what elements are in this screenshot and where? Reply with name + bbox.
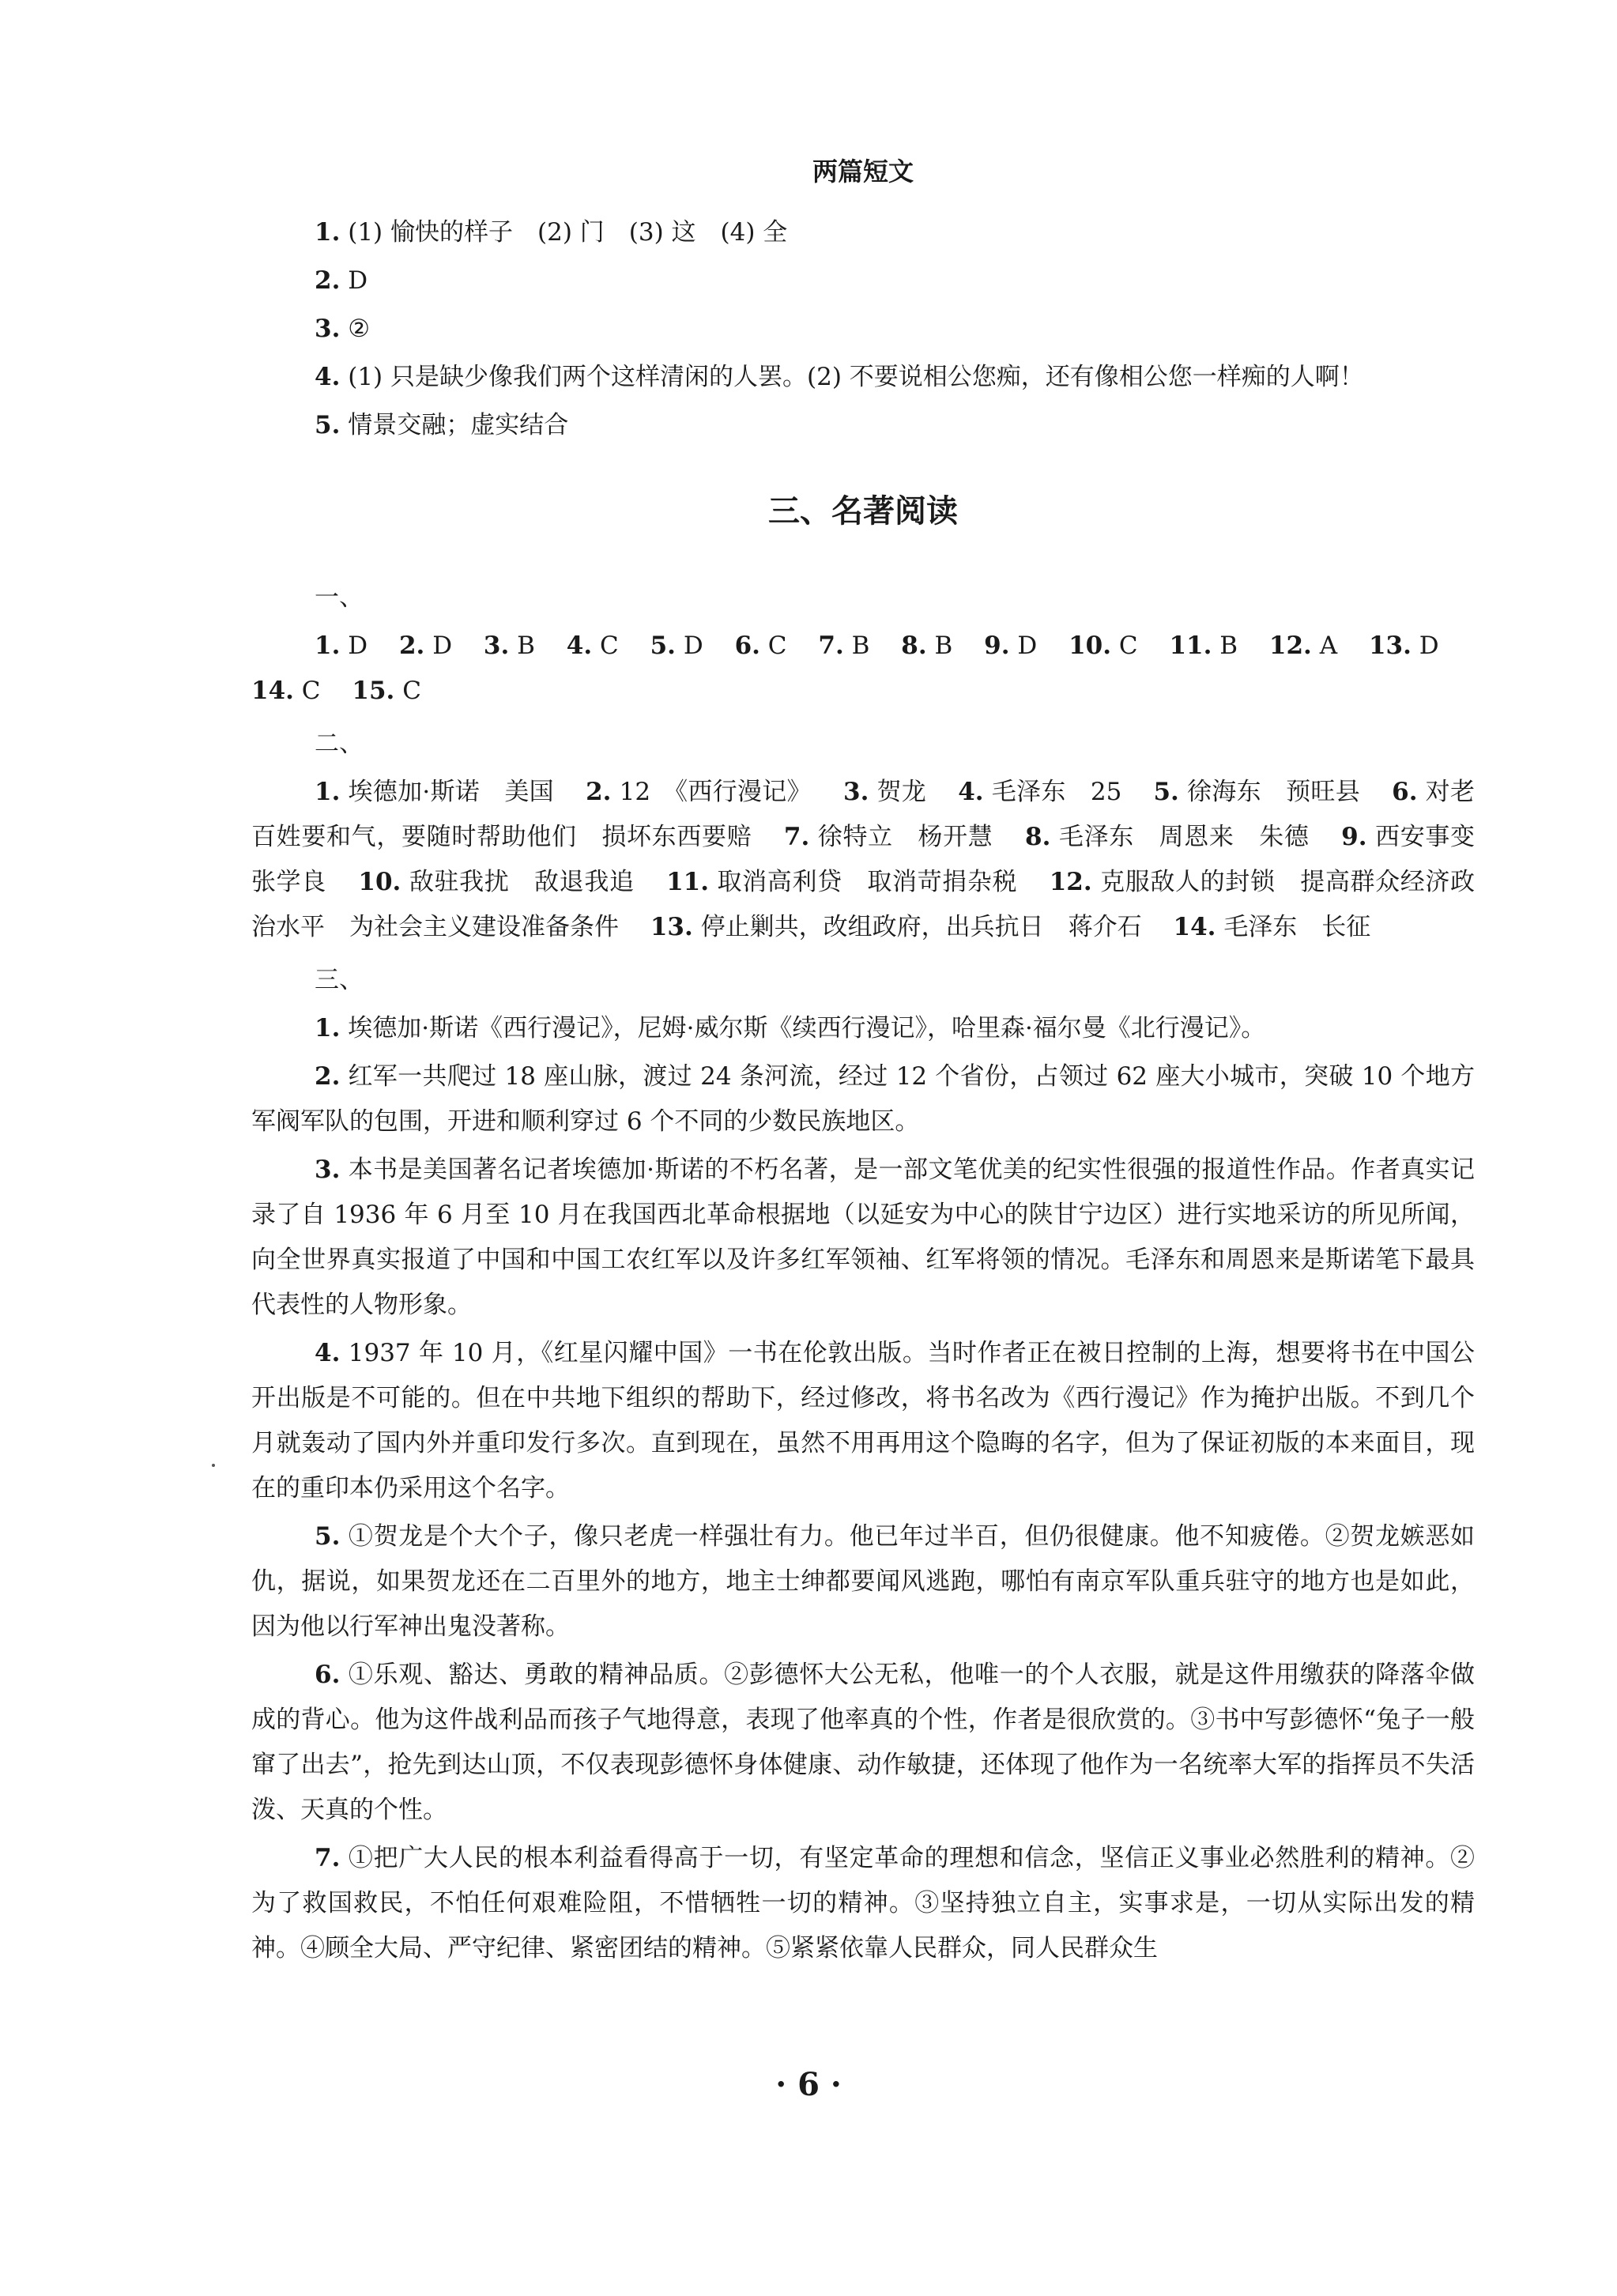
item-number: 3. xyxy=(483,631,510,660)
item-text: A xyxy=(1319,631,1338,660)
item-number: 5. xyxy=(650,631,676,660)
item-text: D xyxy=(348,631,368,660)
item-text: B xyxy=(517,631,535,660)
item-number: 15. xyxy=(352,677,395,705)
item-text: D xyxy=(1419,631,1439,660)
item-number: 1. xyxy=(315,631,341,660)
item-text: B xyxy=(934,631,953,660)
item-text: ①乐观、豁达、勇敢的精神品质。②彭德怀大公无私，他唯一的个人衣服，就是这件用缴获的降落伞做成的背心。他为这件战利品而孩子气地得意，表现了他率真的个性，作者是很欣赏的。③书中写彭德怀“兔子一般窜了出去”，抢先到达山顶，不仅表现彭德怀身体健康、动作敏捷，还体现了他作为一名统率大军的指挥员不失活泼、天真的个性。 xyxy=(251,1661,1475,1824)
item-number: 6. xyxy=(315,1661,341,1689)
item-text: ①贺龙是个大个子，像只老虎一样强壮有力。他已年过半百，但仍很健康。他不知疲倦。②贺龙嫉恶如仇，据说，如果贺龙还在二百里外的地方，地主士绅都要闻风逃跑，哪怕有南京军队重兵驻守的地方也是如此，因为他以行军神出鬼没著称。 xyxy=(251,1522,1475,1641)
item-text: 徐特立 杨开慧 xyxy=(817,823,993,851)
item-number: 3. xyxy=(315,1156,341,1184)
item-text: (1) 愉快的样子 (2) 门 (3) 这 (4) 全 xyxy=(348,218,788,247)
item-number: 11. xyxy=(666,868,710,896)
item-number: 8. xyxy=(901,631,927,660)
item-text: 对老百姓要和气，要随时帮助他们 损坏东西要赔 xyxy=(251,778,1475,851)
item-text: D xyxy=(432,631,453,660)
answer-item xyxy=(251,403,1475,448)
item-number: 14. xyxy=(251,677,294,705)
margin-dot xyxy=(212,1464,215,1467)
item-text: 1937 年 10 月，《红星闪耀中国》一书在伦敦出版。当时作者正在被日控制的上海，想要将书在中国公开出版是不可能的。但在中共地下组织的帮助下，经过修改，将书名改为《西行漫记》作为掩护出版。不到几个月就轰动了国内外并重印发行多次。直到现在，虽然不用再用这个隐晦的名字，但为了保证初版的本来面目，现在的重印本仍采用这个名字。 xyxy=(251,1339,1475,1502)
item-text: 取消高利贷 取消苛捐杂税 xyxy=(717,868,1018,896)
item-number: 6. xyxy=(734,631,760,660)
item-text: C xyxy=(402,677,421,705)
part-label: 二、 xyxy=(315,730,364,758)
item-number: 12. xyxy=(1049,868,1092,896)
answer-paragraph xyxy=(251,1836,1475,1971)
answer-paragraph xyxy=(251,1006,1475,1051)
item-number: 6. xyxy=(1392,778,1418,806)
answer-paragraph xyxy=(251,1514,1475,1649)
item-number: 14. xyxy=(1173,913,1216,941)
item-number: 5. xyxy=(315,1522,341,1551)
page-content xyxy=(251,152,1500,1974)
item-text: (1) 只是缺少像我们两个这样清闲的人罢。(2) 不要说相公您痴，还有像相公您一样痴的人啊！ xyxy=(348,363,1364,391)
item-text: D xyxy=(683,631,703,660)
item-text: 徐海东 预旺县 xyxy=(1187,778,1361,806)
item-text: 敌驻我扰 敌退我追 xyxy=(409,868,635,896)
item-number: 4. xyxy=(315,1339,341,1367)
item-number: 1. xyxy=(315,778,341,806)
item-number: 1. xyxy=(315,218,341,247)
part-label: 三、 xyxy=(315,966,364,994)
item-number: 4. xyxy=(566,631,593,660)
item-text: 毛泽东 周恩来 朱德 xyxy=(1058,823,1310,851)
item-number: 3. xyxy=(315,315,341,343)
item-number: 5. xyxy=(315,411,341,439)
item-number: 10. xyxy=(1069,631,1112,660)
item-text: 12 《西行漫记》 xyxy=(619,778,812,806)
item-number: 13. xyxy=(650,913,693,941)
item-text: 毛泽东 长征 xyxy=(1223,913,1371,941)
item-number: 4. xyxy=(315,363,341,391)
answer-paragraph xyxy=(251,1653,1475,1833)
item-text: ①把广大人民的根本利益看得高于一切，有坚定革命的理想和信念，坚信正义事业必然胜利的精神。②为了救国救民，不怕任何艰难险阻，不惜牺牲一切的精神。③坚持独立自主，实事求是，一切从实际出发的精神。④顾全大局、严守纪律、紧密团结的精神。⑤紧紧依靠人民群众，同人民群众生 xyxy=(251,1844,1475,1962)
item-text: D xyxy=(1017,631,1038,660)
item-number: 2. xyxy=(315,266,341,295)
item-number: 5. xyxy=(1153,778,1179,806)
item-number: 4. xyxy=(958,778,984,806)
item-text: 克服敌人的封锁 提高群众经济政治水平 为社会主义建设准备条件 xyxy=(251,868,1476,941)
item-text: 情景交融；虚实结合 xyxy=(348,411,569,439)
item-text: ② xyxy=(348,315,371,343)
item-text: C xyxy=(301,677,321,705)
item-number: 2. xyxy=(398,631,425,660)
item-text: C xyxy=(600,631,619,660)
section-title-classics: 三、名著阅读 xyxy=(768,492,958,530)
item-text: 埃德加·斯诺 美国 xyxy=(348,778,554,806)
item-text: 红军一共爬过 18 座山脉，渡过 24 条河流，经过 12 个省份，占领过 62 座大小城市，突破 10 个地方军阀军队的包围，开进和顺利穿过 6 个不同的少数民族地区。 xyxy=(251,1062,1475,1136)
answer-line xyxy=(251,624,1475,714)
item-number: 2. xyxy=(586,778,612,806)
item-text: C xyxy=(1118,631,1138,660)
item-number: 1. xyxy=(315,1014,341,1042)
item-text: 西安事变 张学良 xyxy=(251,823,1500,896)
item-number: 13. xyxy=(1368,631,1412,660)
answer-paragraph xyxy=(251,770,1500,950)
item-text: 本书是美国著名记者埃德加·斯诺的不朽名著，是一部文笔优美的纪实性很强的报道性作品。作者真实记录了自 1936 年 6 月至 10 月在我国西北革命根据地（以延安为中心的陕甘宁边区）进行实地采访的所见所闻，向全世界真实报道了中国和中国工农红军以及许多红军领袖、红军将领的情况。毛泽东和周恩来是斯诺笔下最具代表性的人物形象。 xyxy=(251,1156,1475,1319)
item-text: 停止剿共，改组政府，出兵抗日 蒋介石 xyxy=(700,913,1142,941)
part-label: 一、 xyxy=(315,583,364,612)
item-number: 7. xyxy=(783,823,810,851)
item-number: 3. xyxy=(843,778,869,806)
item-number: 9. xyxy=(984,631,1010,660)
item-number: 2. xyxy=(315,1062,341,1091)
item-number: 12. xyxy=(1268,631,1312,660)
answer-item xyxy=(251,258,1475,303)
item-text: 贺龙 xyxy=(876,778,927,806)
answer-paragraph xyxy=(251,1054,1475,1144)
answer-item xyxy=(251,355,1475,400)
answer-item xyxy=(251,307,1475,352)
answer-paragraph xyxy=(251,1148,1475,1328)
item-text: B xyxy=(1219,631,1238,660)
item-text: D xyxy=(348,266,368,295)
item-text: B xyxy=(851,631,870,660)
item-number: 7. xyxy=(315,1844,341,1872)
answer-paragraph xyxy=(251,1331,1475,1511)
item-number: 7. xyxy=(818,631,844,660)
item-text: C xyxy=(767,631,787,660)
item-text: 埃德加·斯诺《西行漫记》，尼姆·威尔斯《续西行漫记》，哈里森·福尔曼《北行漫记》。 xyxy=(348,1014,1266,1042)
answer-item xyxy=(251,210,1475,255)
page-number: · 6 · xyxy=(775,2066,842,2103)
section-title-short-texts: 两篇短文 xyxy=(812,156,914,187)
item-text: 毛泽东 25 xyxy=(991,778,1122,806)
item-number: 8. xyxy=(1025,823,1051,851)
item-number: 10. xyxy=(358,868,401,896)
item-number: 11. xyxy=(1169,631,1212,660)
item-number: 9. xyxy=(1341,823,1367,851)
